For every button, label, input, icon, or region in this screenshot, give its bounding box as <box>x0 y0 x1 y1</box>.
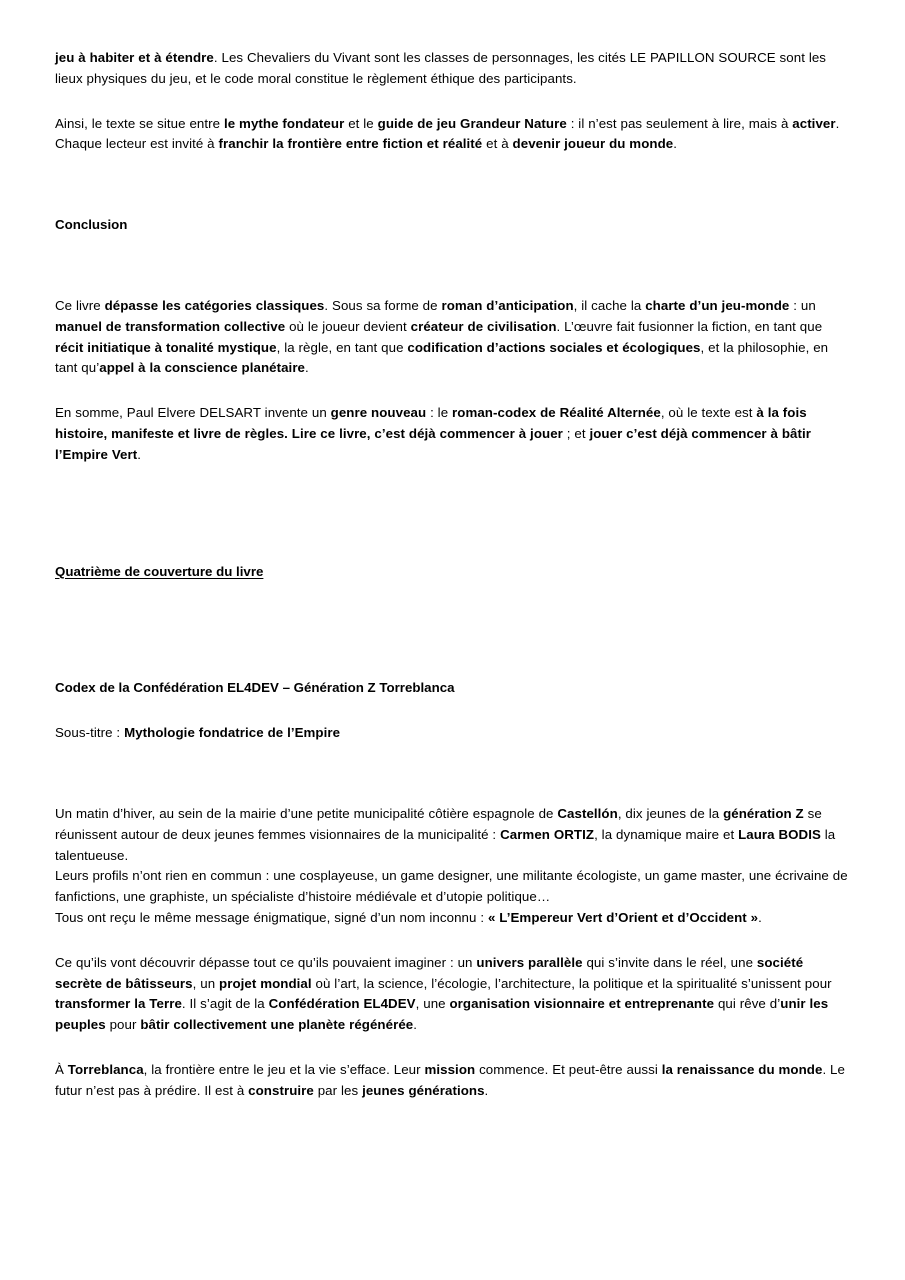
emphasis-text: jeunes générations <box>362 1082 485 1098</box>
body-text: , la règle, en tant que <box>276 339 408 355</box>
body-text: ; et <box>562 425 590 441</box>
body-text: . Il s’agit de la <box>181 996 269 1012</box>
emphasis-text: génération Z <box>723 805 804 821</box>
spacer <box>55 466 850 562</box>
spacer <box>55 155 850 215</box>
body-text: , une <box>415 996 450 1012</box>
spacer <box>55 699 850 723</box>
body-text: , un <box>192 975 220 991</box>
body-text: , il cache la <box>573 297 646 313</box>
document-body <box>55 48 850 1102</box>
body-text: . <box>484 1082 489 1098</box>
body-text: par les <box>313 1082 363 1098</box>
emphasis-text: le mythe fondateur <box>223 115 345 131</box>
body-text: et le <box>344 115 378 131</box>
emphasis-text: roman d’anticipation <box>441 297 574 313</box>
body-text: Ce livre <box>55 297 105 313</box>
emphasis-text: charte d’un jeu-monde <box>645 297 790 313</box>
spacer <box>55 1036 850 1060</box>
heading-codex-title: Codex de la Confédération EL4DEV – Génération Z Torreblanca <box>55 680 455 696</box>
body-text: . Sous sa forme de <box>324 297 442 313</box>
paragraph-sous-titre <box>55 723 850 744</box>
body-text: . <box>305 360 309 376</box>
body-text: se réunissent autour de deux jeunes femmes visionnaires de la municipalité : <box>55 805 822 842</box>
spacer <box>55 379 850 403</box>
spacer <box>55 929 850 953</box>
body-text: . Chaque lecteur est invité à <box>55 115 840 152</box>
body-text: Sous-titre : <box>55 725 125 741</box>
body-text: où l’art, la science, l’écologie, l’architecture, la politique et la spiritualité s’unissent pour <box>311 975 832 991</box>
emphasis-text: manuel de transformation collective <box>55 318 286 334</box>
emphasis-text: transformer la Terre <box>55 996 182 1012</box>
emphasis-text: « L’Empereur Vert d’Orient et d’Occident » <box>487 909 759 925</box>
emphasis-text: franchir la frontière entre fiction et réalité <box>218 136 483 152</box>
emphasis-text: organisation visionnaire et entreprenante <box>449 996 715 1012</box>
body-text: Ainsi, le texte se situe entre <box>55 115 224 131</box>
emphasis-text: créateur de civilisation <box>410 318 557 334</box>
body-text: : un <box>789 297 816 313</box>
spacer <box>55 90 850 114</box>
body-text: . <box>413 1017 418 1033</box>
emphasis-text: appel à la conscience planétaire <box>99 360 306 376</box>
paragraph-un-matin-hiver <box>55 804 850 929</box>
body-text: qui s’invite dans le réel, une <box>582 954 757 970</box>
emphasis-text: univers parallèle <box>476 954 583 970</box>
emphasis-text: dépasse les catégories classiques <box>104 297 325 313</box>
emphasis-text: bâtir collectivement une planète régénérée <box>140 1017 414 1033</box>
paragraph-torreblanca-mission <box>55 1060 850 1102</box>
body-text: , dix jeunes de la <box>617 805 724 821</box>
body-text: . <box>137 446 142 462</box>
emphasis-text: roman-codex de Réalité Alternée <box>452 405 661 421</box>
body-text: qui rêve d’ <box>714 996 781 1012</box>
body-text: Tous ont reçu le même message énigmatique, signé d’un nom inconnu : <box>55 909 488 925</box>
paragraph-mythe-fondateur <box>55 114 850 156</box>
emphasis-text: Castellón <box>557 805 618 821</box>
emphasis-text: Mythologie fondatrice de l’Empire <box>124 725 341 741</box>
emphasis-text: codification d’actions sociales et écologiques <box>407 339 701 355</box>
body-text: . L’œuvre fait fusionner la fiction, en tant que <box>556 318 823 334</box>
body-text: , et la philosophie, en tant qu’ <box>55 339 829 376</box>
spacer <box>55 744 850 804</box>
paragraph-chevaliers-du-vivant <box>55 48 850 90</box>
spacer <box>55 582 850 678</box>
paragraph-genre-nouveau <box>55 403 850 465</box>
heading-quatrieme-de-couverture: Quatrième de couverture du livre <box>55 563 264 579</box>
emphasis-text: projet mondial <box>219 975 312 991</box>
body-text: et à <box>482 136 513 152</box>
emphasis-text: Confédération EL4DEV <box>268 996 416 1012</box>
emphasis-text: unir les peuples <box>55 996 829 1033</box>
paragraph-univers-parallele <box>55 953 850 1036</box>
body-text: . <box>758 909 762 925</box>
emphasis-text: société secrète de bâtisseurs <box>55 954 804 991</box>
emphasis-text: Laura BODIS <box>738 826 821 842</box>
emphasis-text: activer <box>792 115 836 131</box>
body-text: Ce qu’ils vont découvrir dépasse tout ce qu’ils pouvaient imaginer : un <box>55 954 477 970</box>
emphasis-text: guide de jeu Grandeur Nature <box>377 115 567 131</box>
heading-conclusion: Conclusion <box>55 217 128 233</box>
body-text: , la dynamique maire et <box>594 826 739 842</box>
emphasis-text: devenir joueur du monde <box>512 136 674 152</box>
emphasis-text: construire <box>248 1082 314 1098</box>
emphasis-text: Carmen ORTIZ <box>500 826 595 842</box>
body-text: la talentueuse. <box>55 826 836 863</box>
body-text: commence. Et peut-être aussi <box>475 1061 662 1077</box>
body-text: : le <box>426 405 453 421</box>
emphasis-text: jouer c’est déjà commencer à bâtir l’Empire Vert <box>55 425 811 462</box>
body-text: Un matin d’hiver, au sein de la mairie d’une petite municipalité côtière espagnole de <box>55 805 558 821</box>
emphasis-text: la renaissance du monde <box>661 1061 823 1077</box>
body-text: pour <box>105 1017 141 1033</box>
emphasis-text: récit initiatique à tonalité mystique <box>55 339 277 355</box>
body-text: . <box>673 136 677 152</box>
emphasis-text: Torreblanca <box>67 1061 144 1077</box>
paragraph-depasse-categories <box>55 296 850 379</box>
body-text: À <box>55 1061 68 1077</box>
body-text: Leurs profils n’ont rien en commun : une cosplayeuse, un game designer, une militante écologiste, un game master, une écrivaine de fanfictions, une graphiste, un spécialiste d’histoire médiévale et d’utopie politique… <box>55 868 848 905</box>
body-text: : il n’est pas seulement à lire, mais à <box>566 115 793 131</box>
body-text: , où le texte est <box>660 405 757 421</box>
emphasis-text: mission <box>424 1061 476 1077</box>
body-text: En somme, Paul Elvere DELSART invente un <box>55 405 331 421</box>
spacer <box>55 236 850 296</box>
body-text: , la frontière entre le jeu et la vie s’efface. Leur <box>143 1061 425 1077</box>
body-text: . Les Chevaliers du Vivant sont les classes de personnages, les cités LE PAPILLON SOURCE sont les lieux physiques du jeu, et le code moral constitue le règlement éthique des participants. <box>55 50 827 86</box>
body-text: . Le futur n’est pas à prédire. Il est à <box>55 1061 845 1098</box>
emphasis-text: genre nouveau <box>330 405 427 421</box>
emphasis-text: jeu à habiter et à étendre <box>55 50 214 65</box>
emphasis-text: à la fois histoire, manifeste et livre de règles. Lire ce livre, c’est déjà commencer à jouer <box>55 405 807 441</box>
body-text: où le joueur devient <box>285 318 411 334</box>
